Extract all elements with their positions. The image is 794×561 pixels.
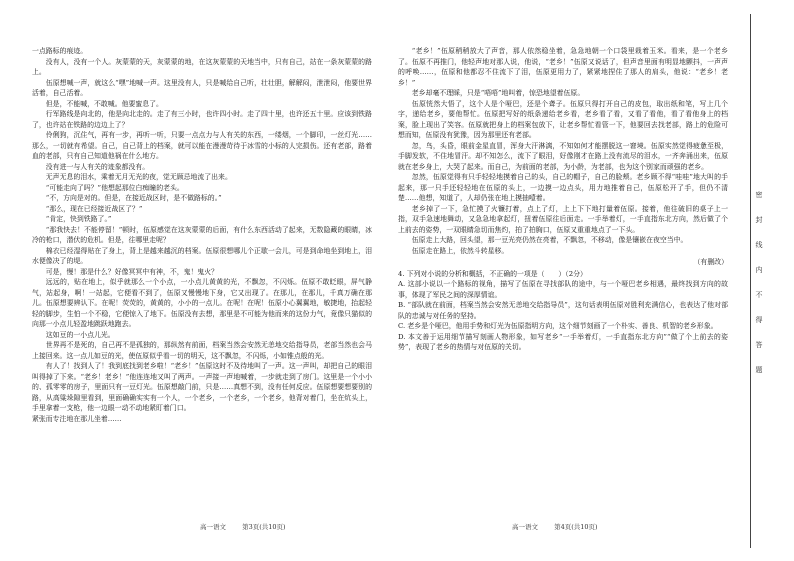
paragraph: 老乡掉了一下，急忙摸了火镰打着，点上了灯，上上下下地打量着伍原。接着，他往破旧的桌子上一指，双手急速地舞动，又急急地拿起灯，扭着伍原往后面走。一手举着灯，一手直指东北方向，然后做了个上前去的姿势，一双眼睛急切而焦灼，拍了拍胸口，伍原又重重地点了一下头。 bbox=[398, 204, 728, 234]
paragraph: 一点路标的痕迹。 bbox=[32, 47, 88, 55]
paragraph: 远远的，贴在地上，似乎就那么一个小点，一小点儿黄黄的光，不飘忽，不闪烁。伍原不敢眨眼，屏气静气，站起身，啊！一站起，它便看不到了，伍原又慢慢地下身，它又出现了。在那儿，在那儿，千真万确在那儿。伍原想要辨认下。在呢！荧荧的，黄黄的，小小的一点儿。在呢！在呢！伍原小心翼翼地，敏捷地，抬起轻轻的脚步，生怕一个不稳，它便惊入了地下。伍原没有去想，那里是不可能为他而来的这份力气，竟像只猫似的向那一小点儿轻盈地跳跃地跑去。 bbox=[32, 278, 372, 328]
paragraph: 伍原走上大路，回头望，那一豆光亮仍然在亮着，不飘忽，不移动，像是镶嵌在夜空当中。 bbox=[411, 236, 688, 244]
paragraph: 但是，不能喊，不敢喊。他要蜜息了。 bbox=[45, 99, 163, 108]
paragraph: 行军路线是向北的，他是向北走的。走了有三小时，也许四小时。走了四十里，也许还五十里。应该到铁路了，也许站在铁路的边边上了？ bbox=[32, 110, 372, 129]
paragraph: 伍原走在路上，依然斗转星移。 bbox=[411, 246, 509, 255]
paragraph: 伍原想喊一声，就这么“嘿”地喊一声。这里没有人，只是喊给自己听，壮壮胆，解解闷，泄泄闷，他要世界活着，自己活着。 bbox=[32, 78, 372, 97]
paragraph: 伶俐狗，沉住气，再有一步，再听一听，只要一点点力与人有关的东西，一缕烟，一个脚印，一丝灯光……那么，一切就有希望。自己，自己背上的档案，就可以能在漫漫苛待于冰雪的小标的人完损伤。还有老部，路着血的老部，只有自己知道他祸在什么地方。 bbox=[32, 131, 372, 160]
footer-right bbox=[512, 522, 612, 531]
right-passage bbox=[398, 46, 728, 256]
paragraph: “老乡！”伍原稍稍放大了声音，那人依然稳坐着，急急地朝一个口袋里栽着玉米。看来，是一个老乡了。伍原不再推门，他轻声地对那人说，他说，“老乡！”伍原又说话了，但声音里面有明显地颤抖，一声声的呼唤……，伍原和他都忍不住流下了泪，伍原更用力了，紧紧地捏住了那人的肩头，他说：“老乡！老乡！” bbox=[398, 47, 728, 87]
left-column bbox=[32, 46, 372, 424]
footer-left-page: 第3页(共10页) bbox=[242, 523, 286, 531]
question-option: C. 老乡是个哑巴，他用手势和灯光为伍原指明方向，这个细节刻画了一个朴实、善良、机智的老乡形象。 bbox=[398, 322, 718, 330]
seal-character: 线 bbox=[752, 240, 766, 251]
paragraph: 无声无息的泪水，乘着无月无光的夜，觉无顾忌地流了出来。 bbox=[45, 173, 232, 181]
seal-character: 不 bbox=[752, 290, 766, 301]
paragraph: 老乡却毫不理睬，只是“唔唔”地叫着，惊恐地望着伍原。 bbox=[411, 89, 585, 97]
seal-character: 题 bbox=[752, 365, 766, 376]
question-option: A. 这部小说以一个路标的视角，描写了伍原在寻找部队的途中，与一个哑巴老乡相遇，最终找到方向的故事，体现了军民之间的深厚情谊。 bbox=[398, 280, 728, 299]
footer-right-subject: 高一语文 bbox=[512, 523, 538, 531]
question-option: B. “部队就在前面，档案当然会安然无恙地交给指导员”，这句话表明伍原对胜利充满信心，也表达了他对部队的忠诚与对任务的坚持。 bbox=[398, 301, 728, 320]
binding-seal-text bbox=[752, 190, 766, 390]
paragraph: 可是，慢！那是什么？好像冥冥中有神，不，鬼！鬼火？ bbox=[45, 267, 219, 276]
footer-left-subject: 高一语文 bbox=[200, 523, 226, 531]
paragraph: “不，方向是对的。但是，在接近战区时，是不做路标的。” bbox=[45, 194, 222, 202]
question-options bbox=[398, 279, 728, 353]
paragraph: “那么，现在已经接近战区了？” bbox=[45, 204, 143, 213]
paragraph: “肯定，快到铁路了。” bbox=[45, 215, 112, 223]
footer-right-page: 第4页(共10页) bbox=[554, 523, 598, 531]
paragraph: 忽，鸟，头昏，眼前金星直冒，浑身大汗淋漓，不知如何才能摆脱这一窘境。伍原实然觉得疲惫至极，手脚发软，不住地冒汗。却不知怎么，流下了眼泪，好像刚才在路上没有流尽的泪水，一齐奔涌出来，伍原就在老乡身上，大哭了起来。而自己，为前面的老部，为小龄，为老部，也为这个别家而顽强的老乡。 bbox=[398, 141, 728, 171]
paragraph: 没有人，没有一个人。灰蒙蒙的天，灰蒙蒙的地，在这灰蒙蒙的天地当中，只有自己，站在一条灰蒙蒙的路上。 bbox=[32, 57, 372, 76]
seal-character: 封 bbox=[752, 215, 766, 226]
right-column bbox=[398, 46, 728, 353]
paragraph: 世界再不是死的，自己再不是孤独的，那纵然有前面，档案当然会安然无恙地交给指导员，老部当然也会马上接回来。这一点儿如豆的光，使伍原似乎看一切的明天，这不飘忽，不闪烁，小如锥点般的光。 bbox=[32, 341, 372, 360]
paragraph: 没有进一与人有关的迹象都没有。 bbox=[45, 162, 150, 171]
paragraph: 伍原恍然大悟了，这个人是个哑巴，还是个聋子。伍原只得打开自己的皮包，取出纸和笔，写上几个字，递给老乡，要他帮忙。伍原把写好的纸条递给老乡看，老乡看了看，又看了看他，看了看他身上的档案，脸上现出了笑容。伍原就把身上的档案包放下，让老乡帮忙看管一下，他要回去找老部，路上的危险可想而知，伍原没有犹豫，因为那里还有老部。 bbox=[398, 99, 728, 139]
paragraph: 这如豆的一小点儿光。 bbox=[45, 330, 115, 339]
paragraph: 有人了！找到人了！我到底找到老乡啦！“老乡！”伍原这时不及待地叫了一声。这一声叫，却把自己的眼泪叫得掉了下来。“老乡！老乡！”他连连地又叫了两声。一声接一声地喊着，一步就走到了房门。这里是一个小小的、孤零零的房子，里面只有一豆灯光。伍原想敲门前，只是……真想不到，没有任何反应。伍原想要想要别的路，从高粱垛隙里看到，里面确确实实有一个人，一个老乡，一个老乡，一个老乡，他背对着门，坐在炕头上，手里拿着一支枪，他一边眼一动不动地紧盯着门口。 bbox=[32, 362, 372, 412]
binding-line bbox=[750, 14, 751, 548]
seal-character: 答 bbox=[752, 340, 766, 351]
question-option: D. 本文善于运用细节描写刻画人物形象，如写老乡“一手举着灯，一手直指东北方向”“做了个上前去的姿势”，表现了老乡的热情与对伍原的关切。 bbox=[398, 332, 728, 351]
question-stem: 4. 下列对小说的分析和概括，不正确的一项是（ ）（2分） bbox=[398, 269, 587, 278]
paragraph: “那我快去！不能停留！”顿时，伍原感觉在这灰蒙蒙的后面，有什么东西活动了起来，无数隐藏的眼睛，冰冷的枪口，潜伏的危机。但是，往哪里走呢？ bbox=[32, 225, 372, 244]
source-note: （有删改） bbox=[693, 258, 728, 266]
seal-character: 密 bbox=[752, 190, 766, 201]
paragraph: 紧张而专注地在那儿坐着…… bbox=[32, 414, 122, 423]
seal-character: 得 bbox=[752, 315, 766, 326]
footer-left bbox=[200, 522, 300, 531]
paragraph: “可能走向了吗？”他想起那位白痴瞳的老头。 bbox=[45, 183, 184, 192]
seal-character: 内 bbox=[752, 265, 766, 276]
paragraph: 棉衣已经湿得贴在了身上，背上是越来越沉的档案。伍原很想哪儿个正歇一会儿，可是到命地坐到地上，泪水便像决了的堤。 bbox=[32, 246, 372, 265]
paragraph: 忽然，伍原觉得有只手轻轻地摸着自己的头，自己的帽子，自己的脸颊。老乡顾不得“哇哇”地大叫的手起来，那一只手还轻轻地在伍原的头上，一边摸一边点头，用力地推着自己，伍原松开了手，但仍不清楚……他想，知道了，人却仍张在地上摸抽噎着。 bbox=[398, 173, 728, 202]
